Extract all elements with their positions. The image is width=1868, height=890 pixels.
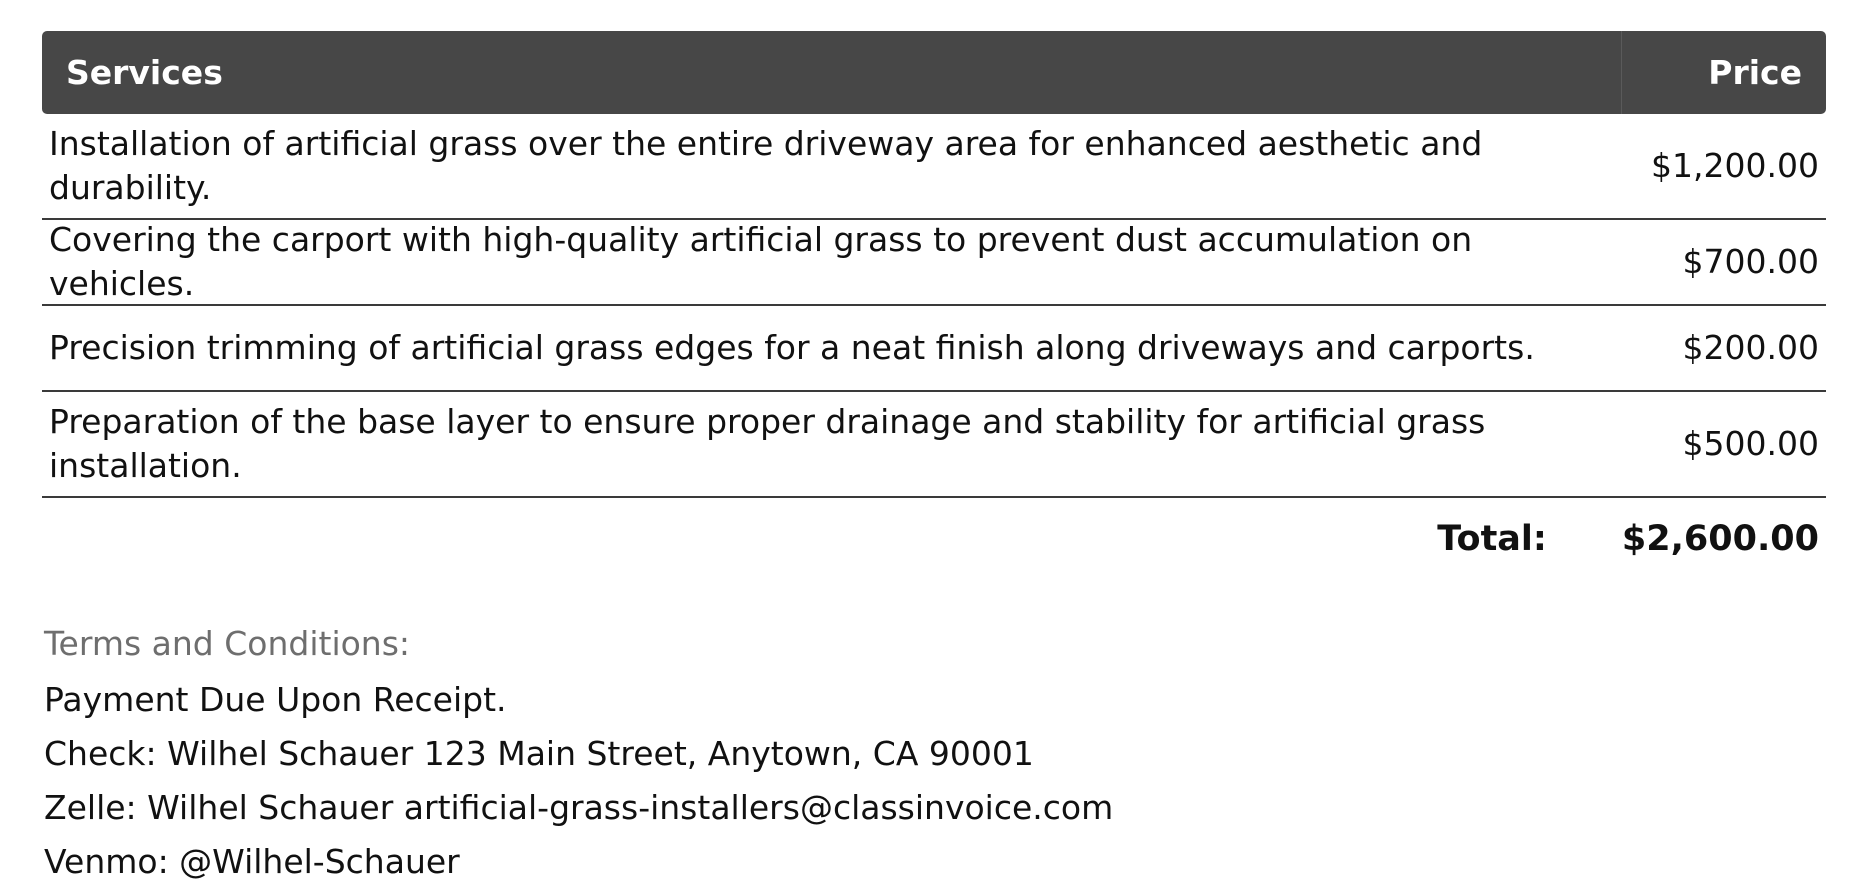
table-row bbox=[42, 114, 1826, 220]
price-column-header: Price bbox=[1621, 31, 1826, 114]
total-label: Total: bbox=[1437, 519, 1547, 559]
terms-title: Terms and Conditions: bbox=[44, 624, 411, 663]
total-row bbox=[42, 498, 1826, 580]
service-description: Precision trimming of artificial grass edges for a neat finish along driveways and carports. bbox=[49, 328, 1535, 367]
service-price: $500.00 bbox=[1682, 424, 1819, 463]
table-row bbox=[42, 306, 1826, 392]
total-value: $2,600.00 bbox=[1621, 519, 1819, 559]
service-price: $200.00 bbox=[1682, 328, 1819, 367]
terms-zelle: Zelle: Wilhel Schauer artificial-grass-installers@classinvoice.com bbox=[44, 788, 1114, 827]
terms-venmo: Venmo: @Wilhel-Schauer bbox=[44, 842, 460, 881]
service-description: Preparation of the base layer to ensure proper drainage and stability for artificial grass installation. bbox=[49, 402, 1486, 485]
table-row bbox=[42, 392, 1826, 498]
terms-check: Check: Wilhel Schauer 123 Main Street, Anytown, CA 90001 bbox=[44, 734, 1034, 773]
table-header bbox=[42, 31, 1826, 114]
services-table bbox=[42, 31, 1826, 580]
table-row bbox=[42, 220, 1826, 306]
terms-payment-due: Payment Due Upon Receipt. bbox=[44, 680, 507, 719]
service-description: Covering the carport with high-quality artificial grass to prevent dust accumulation on vehicles. bbox=[49, 220, 1473, 303]
terms-section bbox=[44, 618, 1113, 890]
services-column-header: Services bbox=[66, 53, 223, 92]
service-price: $1,200.00 bbox=[1651, 146, 1819, 185]
service-price: $700.00 bbox=[1682, 242, 1819, 281]
service-description: Installation of artificial grass over the entire driveway area for enhanced aesthetic and durability. bbox=[49, 124, 1483, 207]
